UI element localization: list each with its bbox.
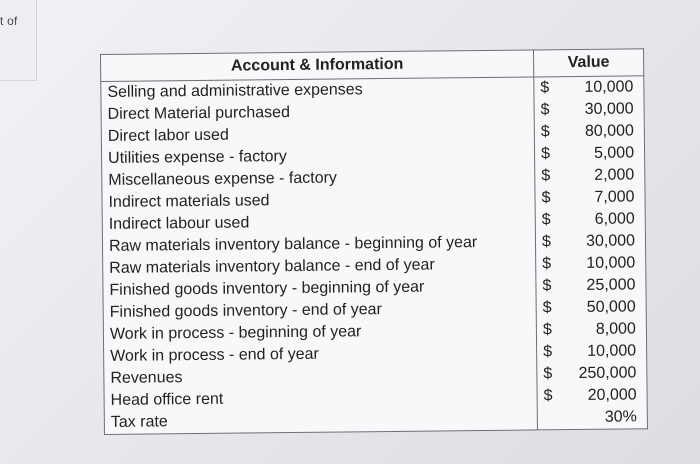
value-cell xyxy=(537,384,647,407)
currency-symbol: $ xyxy=(543,365,553,383)
value-cell xyxy=(535,230,645,253)
header-value: Value xyxy=(533,49,643,77)
currency-symbol: $ xyxy=(542,321,552,339)
value-cell xyxy=(536,296,646,319)
currency-symbol: $ xyxy=(541,189,551,207)
value-cell xyxy=(536,318,646,341)
currency-symbol: $ xyxy=(540,101,550,119)
value-cell xyxy=(537,406,647,430)
account-label: Utilities expense - factory xyxy=(101,143,534,170)
amount: 20,000 xyxy=(587,386,637,404)
account-label: Finished goods inventory - end of year xyxy=(103,297,536,324)
header-account: Account & Information xyxy=(101,50,534,82)
left-panel xyxy=(0,0,37,81)
account-label: Revenues xyxy=(104,363,537,390)
account-label: Direct Material purchased xyxy=(101,99,534,126)
amount: 30,000 xyxy=(584,100,634,118)
currency-symbol: $ xyxy=(542,255,552,273)
amount: 30% xyxy=(604,408,637,426)
currency-symbol: $ xyxy=(543,387,553,405)
value-cell xyxy=(536,274,646,297)
amount: 10,000 xyxy=(586,254,636,272)
currency-symbol: $ xyxy=(540,145,551,163)
account-label: Indirect labour used xyxy=(102,209,535,236)
corner-text: t of xyxy=(0,14,18,28)
value-cell xyxy=(535,164,645,187)
amount: 7,000 xyxy=(594,188,635,206)
value-cell xyxy=(537,362,647,385)
accounts-table xyxy=(100,48,648,435)
value-cell xyxy=(536,252,646,275)
amount: 250,000 xyxy=(578,364,637,383)
account-label: Head office rent xyxy=(104,385,537,412)
amount: 25,000 xyxy=(586,276,636,294)
value-cell xyxy=(535,208,645,231)
currency-symbol: $ xyxy=(542,299,552,317)
amount: 50,000 xyxy=(586,298,636,316)
value-cell xyxy=(534,142,644,165)
value-cell xyxy=(537,340,647,363)
accounts-table-container xyxy=(100,48,648,458)
account-label: Finished goods inventory - beginning of year xyxy=(103,275,536,302)
value-cell xyxy=(534,76,644,100)
table-body xyxy=(101,76,648,435)
account-label: Selling and administrative expenses xyxy=(101,77,534,104)
currency-symbol: $ xyxy=(543,343,553,361)
currency-symbol: $ xyxy=(540,123,550,141)
amount: 5,000 xyxy=(593,144,635,162)
account-label: Work in process - end of year xyxy=(104,341,537,368)
amount: 10,000 xyxy=(587,342,637,360)
currency-symbol: $ xyxy=(541,211,551,229)
account-label: Work in process - beginning of year xyxy=(103,319,536,346)
currency-symbol: $ xyxy=(541,233,551,251)
value-cell xyxy=(534,98,644,121)
currency-symbol: $ xyxy=(542,277,552,295)
amount: 10,000 xyxy=(584,78,634,96)
account-label: Indirect materials used xyxy=(102,187,535,214)
amount: 6,000 xyxy=(594,210,635,228)
amount: 8,000 xyxy=(595,320,636,338)
currency-symbol: $ xyxy=(541,167,551,185)
value-cell xyxy=(535,186,645,209)
account-label: Miscellaneous expense - factory xyxy=(102,165,535,192)
amount: 80,000 xyxy=(584,122,634,140)
account-label: Raw materials inventory balance - beginning of year xyxy=(102,231,535,258)
amount: 2,000 xyxy=(594,166,635,184)
value-cell xyxy=(534,120,644,143)
account-label: Direct labor used xyxy=(101,121,534,148)
currency-symbol: $ xyxy=(540,79,550,97)
account-label: Raw materials inventory balance - end of year xyxy=(103,253,536,280)
amount: 30,000 xyxy=(585,232,636,250)
account-label: Tax rate xyxy=(104,407,537,434)
